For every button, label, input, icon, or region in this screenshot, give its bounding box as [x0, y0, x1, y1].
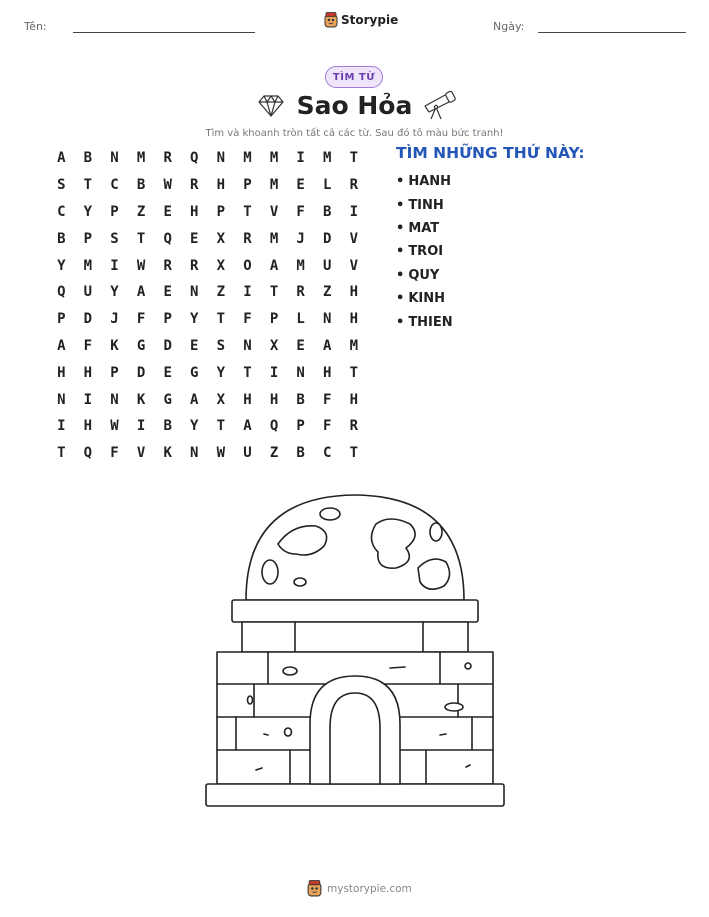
grid-row	[48, 279, 367, 306]
grid-letter[interactable]: M	[323, 150, 332, 167]
grid-letter[interactable]: I	[83, 391, 93, 408]
grid-letter[interactable]: F	[136, 311, 146, 328]
brand-name: Storypie	[341, 13, 399, 27]
date-field-line[interactable]	[538, 32, 686, 33]
grid-letter[interactable]: I	[243, 284, 252, 301]
grid-letter[interactable]: J	[296, 230, 305, 247]
word-text: MAT	[408, 220, 440, 236]
grid-letter[interactable]: N	[190, 445, 199, 462]
grid-letter[interactable]: P	[243, 177, 252, 194]
word-list-item	[396, 287, 453, 310]
grid-letter[interactable]: T	[216, 418, 226, 435]
grid-letter[interactable]: W	[163, 177, 172, 194]
activity-badge: TÌM TỪ	[325, 66, 383, 88]
grid-letter[interactable]: T	[57, 445, 66, 462]
brand-logo	[324, 12, 398, 28]
grid-letter[interactable]: G	[190, 364, 199, 381]
grid-letter[interactable]: F	[83, 337, 93, 354]
grid-letter[interactable]: G	[163, 391, 172, 408]
grid-letter[interactable]: R	[190, 177, 199, 194]
observatory-illustration	[200, 488, 510, 810]
grid-letter[interactable]: P	[110, 364, 119, 381]
bullet: •	[396, 244, 405, 260]
grid-letter[interactable]: M	[269, 230, 279, 247]
grid-letter[interactable]: N	[110, 150, 119, 167]
grid-letter[interactable]: Q	[163, 230, 172, 247]
storypie-mascot-icon	[307, 880, 322, 897]
grid-letter[interactable]: A	[269, 257, 279, 274]
grid-row	[48, 145, 367, 172]
grid-letter[interactable]: Z	[269, 445, 279, 462]
grid-letter[interactable]: Q	[57, 284, 66, 301]
grid-letter[interactable]: B	[323, 203, 332, 220]
word-list-item	[396, 264, 453, 287]
grid-row	[48, 199, 367, 226]
grid-letter[interactable]: F	[323, 391, 332, 408]
grid-letter[interactable]: Z	[136, 203, 146, 220]
grid-letter[interactable]: U	[323, 257, 332, 274]
grid-letter[interactable]: R	[163, 150, 172, 167]
grid-letter[interactable]: B	[163, 418, 172, 435]
grid-letter[interactable]: Z	[216, 284, 226, 301]
grid-row	[48, 359, 367, 386]
grid-letter[interactable]: B	[296, 391, 305, 408]
grid-letter[interactable]: N	[243, 337, 252, 354]
grid-letter[interactable]: Y	[57, 257, 66, 274]
storypie-mascot-icon	[324, 12, 338, 28]
grid-letter[interactable]: G	[136, 337, 146, 354]
word-list-item	[396, 310, 453, 333]
grid-letter[interactable]: A	[190, 391, 199, 408]
grid-letter[interactable]: H	[190, 203, 199, 220]
word-list	[396, 170, 453, 334]
grid-letter[interactable]: N	[110, 391, 119, 408]
grid-letter[interactable]: B	[57, 230, 66, 247]
grid-letter[interactable]: U	[243, 445, 252, 462]
grid-letter[interactable]: T	[136, 230, 146, 247]
grid-letter[interactable]: S	[216, 337, 226, 354]
grid-row	[48, 333, 367, 360]
telescope-icon	[421, 90, 457, 120]
grid-letter[interactable]: D	[136, 364, 146, 381]
grid-letter[interactable]: H	[243, 391, 252, 408]
grid-row	[48, 440, 367, 467]
date-label: Ngày:	[493, 20, 525, 33]
grid-letter[interactable]: R	[163, 257, 172, 274]
grid-letter[interactable]: H	[349, 284, 359, 301]
grid-letter[interactable]: T	[269, 284, 279, 301]
word-list-item	[396, 217, 453, 240]
grid-letter[interactable]: I	[136, 418, 146, 435]
grid-letter[interactable]: F	[296, 203, 305, 220]
grid-letter[interactable]: N	[216, 150, 226, 167]
grid-letter[interactable]: S	[110, 230, 119, 247]
grid-letter[interactable]: M	[136, 150, 146, 167]
bullet: •	[396, 174, 405, 190]
grid-letter[interactable]: C	[110, 177, 119, 194]
grid-letter[interactable]: P	[163, 311, 172, 328]
grid-letter[interactable]: C	[323, 445, 332, 462]
grid-letter[interactable]: P	[216, 203, 226, 220]
word-text: TINH	[408, 197, 444, 213]
grid-letter[interactable]: E	[296, 177, 305, 194]
grid-letter[interactable]: E	[190, 337, 199, 354]
grid-letter[interactable]: A	[136, 284, 146, 301]
grid-letter[interactable]: O	[243, 257, 252, 274]
footer	[307, 880, 412, 897]
bullet: •	[396, 314, 405, 330]
page-title: Sao Hỏa	[296, 91, 413, 120]
grid-letter[interactable]: W	[110, 418, 119, 435]
grid-letter[interactable]: Q	[269, 418, 279, 435]
observatory-base	[206, 784, 504, 806]
grid-letter[interactable]: H	[269, 391, 279, 408]
grid-letter[interactable]: H	[349, 391, 359, 408]
grid-letter[interactable]: D	[163, 337, 172, 354]
grid-letter[interactable]: X	[216, 230, 226, 247]
grid-letter[interactable]: K	[163, 445, 172, 462]
grid-letter[interactable]: B	[296, 445, 305, 462]
grid-letter[interactable]: M	[83, 257, 93, 274]
word-list-title: TÌM NHỮNG THỨ NÀY:	[396, 144, 585, 162]
grid-letter[interactable]: D	[83, 311, 93, 328]
word-list-item	[396, 170, 453, 193]
grid-letter[interactable]: N	[323, 311, 332, 328]
grid-letter[interactable]: H	[349, 311, 359, 328]
grid-letter[interactable]: W	[216, 445, 226, 462]
grid-letter[interactable]: T	[349, 445, 359, 462]
grid-letter[interactable]: H	[83, 364, 93, 381]
grid-letter[interactable]: V	[269, 203, 279, 220]
grid-letter[interactable]: I	[296, 150, 305, 167]
grid-letter[interactable]: T	[349, 150, 359, 167]
grid-letter[interactable]: A	[57, 337, 66, 354]
grid-letter[interactable]: A	[57, 150, 66, 167]
grid-letter[interactable]: P	[296, 418, 305, 435]
grid-letter[interactable]: P	[269, 311, 279, 328]
grid-letter[interactable]: H	[216, 177, 226, 194]
grid-letter[interactable]: R	[243, 230, 252, 247]
grid-letter[interactable]: P	[110, 203, 119, 220]
grid-letter[interactable]: L	[296, 311, 305, 328]
grid-letter[interactable]: R	[349, 418, 359, 435]
grid-letter[interactable]: S	[57, 177, 66, 194]
grid-row	[48, 225, 367, 252]
grid-letter[interactable]: T	[243, 203, 252, 220]
grid-letter[interactable]: Y	[110, 284, 119, 301]
grid-row	[48, 386, 367, 413]
grid-letter[interactable]: T	[243, 364, 252, 381]
grid-row	[48, 306, 367, 333]
grid-letter[interactable]: I	[349, 203, 359, 220]
grid-letter[interactable]: R	[349, 177, 359, 194]
grid-letter[interactable]: P	[83, 230, 93, 247]
word-list-item	[396, 240, 453, 263]
grid-letter[interactable]: N	[190, 284, 199, 301]
grid-letter[interactable]: E	[163, 284, 172, 301]
grid-letter[interactable]: Y	[190, 311, 199, 328]
grid-letter[interactable]: M	[349, 337, 359, 354]
grid-letter[interactable]: D	[323, 230, 332, 247]
instructions: Tìm và khoanh tròn tất cả các từ. Sau đó tô màu bức tranh!	[205, 128, 504, 139]
grid-letter[interactable]: V	[136, 445, 146, 462]
grid-letter[interactable]: R	[190, 257, 199, 274]
grid-letter[interactable]: F	[243, 311, 252, 328]
grid-letter[interactable]: R	[296, 284, 305, 301]
word-text: HANH	[408, 174, 452, 190]
grid-letter[interactable]: I	[57, 418, 66, 435]
footer-link[interactable]: mystorypie.com	[327, 882, 412, 895]
word-list-item	[396, 193, 453, 216]
grid-letter[interactable]: X	[216, 391, 226, 408]
grid-letter[interactable]: C	[57, 203, 66, 220]
grid-letter[interactable]: E	[296, 337, 305, 354]
grid-letter[interactable]: F	[110, 445, 119, 462]
grid-letter[interactable]: N	[57, 391, 66, 408]
observatory-band	[232, 600, 478, 622]
grid-letter[interactable]: P	[57, 311, 66, 328]
grid-letter[interactable]: Y	[190, 418, 199, 435]
grid-letter[interactable]: Z	[323, 284, 332, 301]
grid-letter[interactable]: N	[296, 364, 305, 381]
grid-letter[interactable]: X	[216, 257, 226, 274]
grid-letter[interactable]: K	[136, 391, 146, 408]
grid-letter[interactable]: M	[243, 150, 252, 167]
bullet: •	[396, 267, 405, 283]
grid-letter[interactable]: Q	[190, 150, 199, 167]
grid-letter[interactable]: A	[323, 337, 332, 354]
grid-letter[interactable]: B	[136, 177, 146, 194]
grid-letter[interactable]: E	[190, 230, 199, 247]
grid-row	[48, 413, 367, 440]
grid-letter[interactable]: T	[349, 364, 359, 381]
grid-letter[interactable]: I	[269, 364, 279, 381]
word-search-grid	[48, 145, 367, 467]
bullet: •	[396, 291, 405, 307]
word-text: TROI	[408, 244, 444, 260]
word-text: KINH	[408, 291, 445, 307]
bullet: •	[396, 197, 405, 213]
grid-letter[interactable]: L	[323, 177, 332, 194]
grid-letter[interactable]: U	[83, 284, 93, 301]
grid-letter[interactable]: M	[269, 150, 279, 167]
grid-letter[interactable]: E	[163, 203, 172, 220]
grid-letter[interactable]: J	[110, 311, 119, 328]
grid-row	[48, 172, 367, 199]
bullet: •	[396, 220, 405, 236]
grid-letter[interactable]: V	[349, 257, 359, 274]
grid-letter[interactable]: Y	[83, 203, 93, 220]
grid-letter[interactable]: T	[216, 311, 226, 328]
grid-letter[interactable]: K	[110, 337, 119, 354]
word-text: THIEN	[408, 314, 453, 330]
grid-letter[interactable]: Y	[216, 364, 226, 381]
grid-letter[interactable]: M	[269, 177, 279, 194]
name-label: Tên:	[24, 20, 47, 33]
grid-letter[interactable]: T	[83, 177, 93, 194]
grid-letter[interactable]: W	[136, 257, 146, 274]
grid-letter[interactable]: Q	[83, 445, 93, 462]
word-text: QUY	[408, 267, 440, 283]
grid-letter[interactable]: H	[323, 364, 332, 381]
grid-letter[interactable]: E	[163, 364, 172, 381]
grid-letter[interactable]: F	[323, 418, 332, 435]
grid-letter[interactable]: X	[269, 337, 279, 354]
grid-letter[interactable]: H	[57, 364, 66, 381]
grid-letter[interactable]: M	[296, 257, 305, 274]
grid-letter[interactable]: H	[83, 418, 93, 435]
grid-letter[interactable]: V	[349, 230, 359, 247]
name-field-line[interactable]	[73, 32, 255, 33]
grid-letter[interactable]: B	[83, 150, 93, 167]
grid-letter[interactable]: A	[243, 418, 252, 435]
grid-letter[interactable]: I	[110, 257, 119, 274]
grid-row	[48, 252, 367, 279]
